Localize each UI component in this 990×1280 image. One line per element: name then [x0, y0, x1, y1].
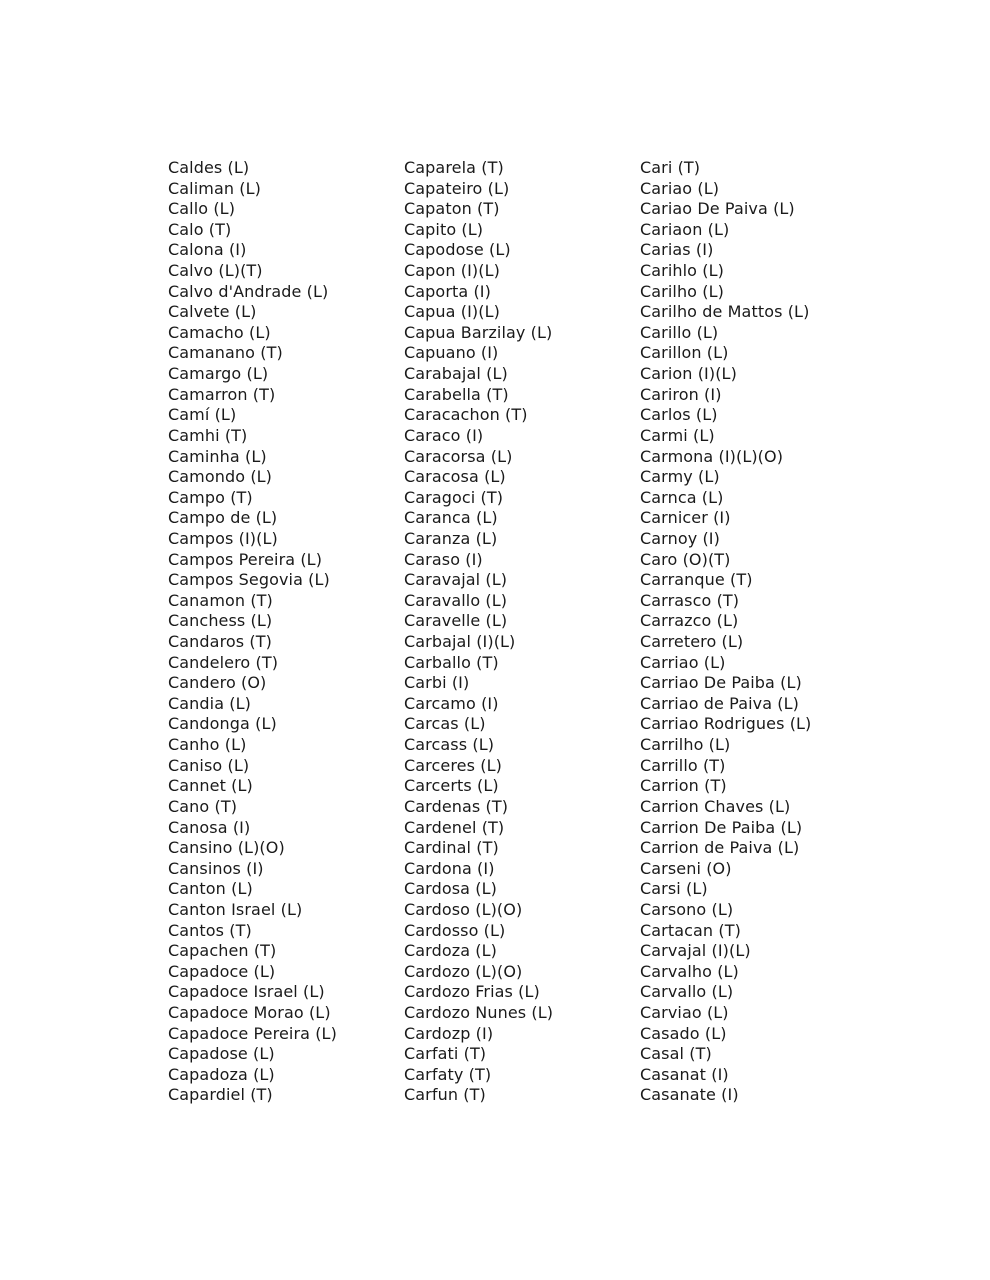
- surname-entry: Campo (T): [168, 487, 253, 507]
- surname-entry: Capachen (T): [168, 941, 277, 961]
- surname-entry: Caraco (I): [404, 425, 484, 445]
- surname-entry: Carceres (L): [404, 755, 502, 775]
- surname-entry: Canton (L): [168, 879, 253, 899]
- surname-entry: Carmi (L): [640, 425, 715, 445]
- surname-entry: Cartacan (T): [640, 920, 741, 940]
- surname-entry: Casado (L): [640, 1023, 727, 1043]
- surname-entry: Camacho (L): [168, 322, 271, 342]
- surname-entry: Carmona (I)(L)(O): [640, 446, 784, 466]
- surname-entry: Cariao De Paiva (L): [640, 199, 795, 219]
- surname-entry: Capua (I)(L): [404, 302, 500, 322]
- surname-entry: Campos Segovia (L): [168, 570, 330, 590]
- surname-entry: Carvajal (I)(L): [640, 941, 751, 961]
- surname-entry: Capadoce Israel (L): [168, 982, 325, 1002]
- surname-entry: Carballo (T): [404, 652, 499, 672]
- surname-column-3: [640, 158, 811, 1106]
- surname-entry: Carabella (T): [404, 384, 509, 404]
- surname-entry: Carbi (I): [404, 673, 470, 693]
- surname-entry: Capadoce Pereira (L): [168, 1023, 337, 1043]
- surname-entry: Carrazco (L): [640, 611, 739, 631]
- surname-entry: Carillo (L): [640, 322, 719, 342]
- surname-entry: Carrion Chaves (L): [640, 796, 791, 816]
- surname-entry: Cannet (L): [168, 776, 253, 796]
- surname-column-1: [168, 158, 337, 1106]
- surname-entry: Candelero (T): [168, 652, 279, 672]
- surname-entry: Calona (I): [168, 240, 247, 260]
- surname-entry: Carsi (L): [640, 879, 708, 899]
- surname-entry: Carrillo (T): [640, 755, 726, 775]
- surname-entry: Carcass (L): [404, 735, 495, 755]
- surname-entry: Capon (I)(L): [404, 261, 500, 281]
- surname-entry: Candonga (L): [168, 714, 277, 734]
- surname-entry: Calvete (L): [168, 302, 257, 322]
- surname-entry: Carrion de Paiva (L): [640, 838, 800, 858]
- surname-entry: Cardozo Frias (L): [404, 982, 540, 1002]
- surname-entry: Capardiel (T): [168, 1085, 273, 1105]
- surname-entry: Camarron (T): [168, 384, 276, 404]
- surname-entry: Cardenel (T): [404, 817, 505, 837]
- surname-entry: Canho (L): [168, 735, 247, 755]
- surname-entry: Carviao (L): [640, 1002, 729, 1022]
- surname-entry: Camanano (T): [168, 343, 283, 363]
- surname-entry: Cardinal (T): [404, 838, 499, 858]
- surname-entry: Capadoce Morao (L): [168, 1002, 331, 1022]
- surname-entry: Capadoce (L): [168, 961, 276, 981]
- surname-entry: Caro (O)(T): [640, 549, 731, 569]
- surname-entry: Canosa (I): [168, 817, 251, 837]
- surname-entry: Carriao De Paiba (L): [640, 673, 802, 693]
- surname-entry: Carriao de Paiva (L): [640, 693, 799, 713]
- surname-entry: Capateiro (L): [404, 178, 510, 198]
- surname-entry: Caravallo (L): [404, 590, 508, 610]
- surname-entry: Candero (O): [168, 673, 267, 693]
- surname-entry: Cardozp (I): [404, 1023, 494, 1043]
- surname-entry: Carnicer (I): [640, 508, 731, 528]
- surname-entry: Casanate (I): [640, 1085, 739, 1105]
- surname-entry: Carretero (L): [640, 632, 744, 652]
- surname-entry: Carilho (L): [640, 281, 724, 301]
- surname-entry: Calo (T): [168, 219, 232, 239]
- surname-entry: Candia (L): [168, 693, 252, 713]
- surname-entry: Cardosa (L): [404, 879, 497, 899]
- surname-entry: Capadoza (L): [168, 1064, 275, 1084]
- surname-entry: Carseni (O): [640, 858, 732, 878]
- surname-entry: Caravelle (L): [404, 611, 508, 631]
- surname-entry: Cariao (L): [640, 178, 720, 198]
- surname-entry: Canchess (L): [168, 611, 273, 631]
- surname-entry: Carriao Rodrigues (L): [640, 714, 812, 734]
- surname-entry: Cardona (I): [404, 858, 495, 878]
- surname-entry: Caniso (L): [168, 755, 250, 775]
- surname-column-2: [404, 158, 553, 1106]
- surname-entry: Carlos (L): [640, 405, 718, 425]
- surname-entry: Capaton (T): [404, 199, 500, 219]
- surname-entry: Camondo (L): [168, 467, 273, 487]
- surname-entry: Carrilho (L): [640, 735, 731, 755]
- surname-entry: Casal (T): [640, 1044, 712, 1064]
- surname-entry: Cariron (I): [640, 384, 722, 404]
- surname-entry: Cano (T): [168, 796, 238, 816]
- surname-entry: Cardenas (T): [404, 796, 509, 816]
- surname-entry: Cariaon (L): [640, 219, 730, 239]
- surname-entry: Candaros (T): [168, 632, 272, 652]
- surname-entry: Caracachon (T): [404, 405, 528, 425]
- surname-entry: Carcerts (L): [404, 776, 499, 796]
- surname-entry: Cantos (T): [168, 920, 252, 940]
- surname-entry: Campos Pereira (L): [168, 549, 323, 569]
- surname-entry: Campo de (L): [168, 508, 278, 528]
- surname-entry: Carillon (L): [640, 343, 729, 363]
- surname-entry: Caminha (L): [168, 446, 267, 466]
- surname-entry: Carrasco (T): [640, 590, 740, 610]
- surname-entry: Carrion (T): [640, 776, 727, 796]
- surname-entry: Cardoza (L): [404, 941, 498, 961]
- surname-entry: Capua Barzilay (L): [404, 322, 553, 342]
- surname-entry: Capodose (L): [404, 240, 511, 260]
- surname-entry: Campos (I)(L): [168, 528, 278, 548]
- surname-entry: Caliman (L): [168, 178, 261, 198]
- surname-entry: Camhi (T): [168, 425, 248, 445]
- surname-entry: Caparela (T): [404, 158, 504, 177]
- surname-entry: Cardozo Nunes (L): [404, 1002, 554, 1022]
- surname-entry: Capuano (I): [404, 343, 499, 363]
- surname-entry: Cari (T): [640, 158, 701, 177]
- surname-entry: Caracosa (L): [404, 467, 506, 487]
- surname-entry: Carnca (L): [640, 487, 724, 507]
- surname-entry: Carfati (T): [404, 1044, 487, 1064]
- surname-entry: Carilho de Mattos (L): [640, 302, 810, 322]
- surname-entry: Caporta (I): [404, 281, 491, 301]
- surname-entry: Caldes (L): [168, 158, 250, 177]
- surname-entry: Cansino (L)(O): [168, 838, 285, 858]
- surname-entry: Carrion De Paiba (L): [640, 817, 803, 837]
- surname-entry: Caranca (L): [404, 508, 498, 528]
- surname-entry: Carihlo (L): [640, 261, 724, 281]
- surname-entry: Carcas (L): [404, 714, 486, 734]
- surname-entry: Cardoso (L)(O): [404, 899, 523, 919]
- surname-entry: Carranque (T): [640, 570, 753, 590]
- surname-entry: Caranza (L): [404, 528, 498, 548]
- surname-entry: Carriao (L): [640, 652, 726, 672]
- surname-entry: Calvo (L)(T): [168, 261, 263, 281]
- surname-entry: Cardozo (L)(O): [404, 961, 523, 981]
- surname-entry: Carcamo (I): [404, 693, 499, 713]
- surname-entry: Camargo (L): [168, 364, 269, 384]
- surname-entry: Carion (I)(L): [640, 364, 737, 384]
- surname-entry: Caracorsa (L): [404, 446, 513, 466]
- surname-entry: Carabajal (L): [404, 364, 508, 384]
- surname-entry: Carnoy (I): [640, 528, 720, 548]
- surname-entry: Carvallo (L): [640, 982, 734, 1002]
- surname-entry: Camí (L): [168, 405, 237, 425]
- surname-entry: Casanat (I): [640, 1064, 729, 1084]
- surname-entry: Capito (L): [404, 219, 484, 239]
- surname-entry: Caragoci (T): [404, 487, 504, 507]
- surname-entry: Capadose (L): [168, 1044, 275, 1064]
- surname-entry: Canton Israel (L): [168, 899, 303, 919]
- surname-entry: Cansinos (I): [168, 858, 264, 878]
- surname-entry: Carvalho (L): [640, 961, 739, 981]
- surname-entry: Carfun (T): [404, 1085, 486, 1105]
- surname-entry: Carias (I): [640, 240, 714, 260]
- surname-entry: Caraso (I): [404, 549, 483, 569]
- surname-entry: Carfaty (T): [404, 1064, 492, 1084]
- surname-entry: Carmy (L): [640, 467, 720, 487]
- surname-entry: Caravajal (L): [404, 570, 508, 590]
- surname-entry: Canamon (T): [168, 590, 273, 610]
- surname-entry: Carsono (L): [640, 899, 734, 919]
- surname-entry: Carbajal (I)(L): [404, 632, 516, 652]
- surname-entry: Cardosso (L): [404, 920, 506, 940]
- surname-entry: Callo (L): [168, 199, 236, 219]
- surname-entry: Calvo d'Andrade (L): [168, 281, 329, 301]
